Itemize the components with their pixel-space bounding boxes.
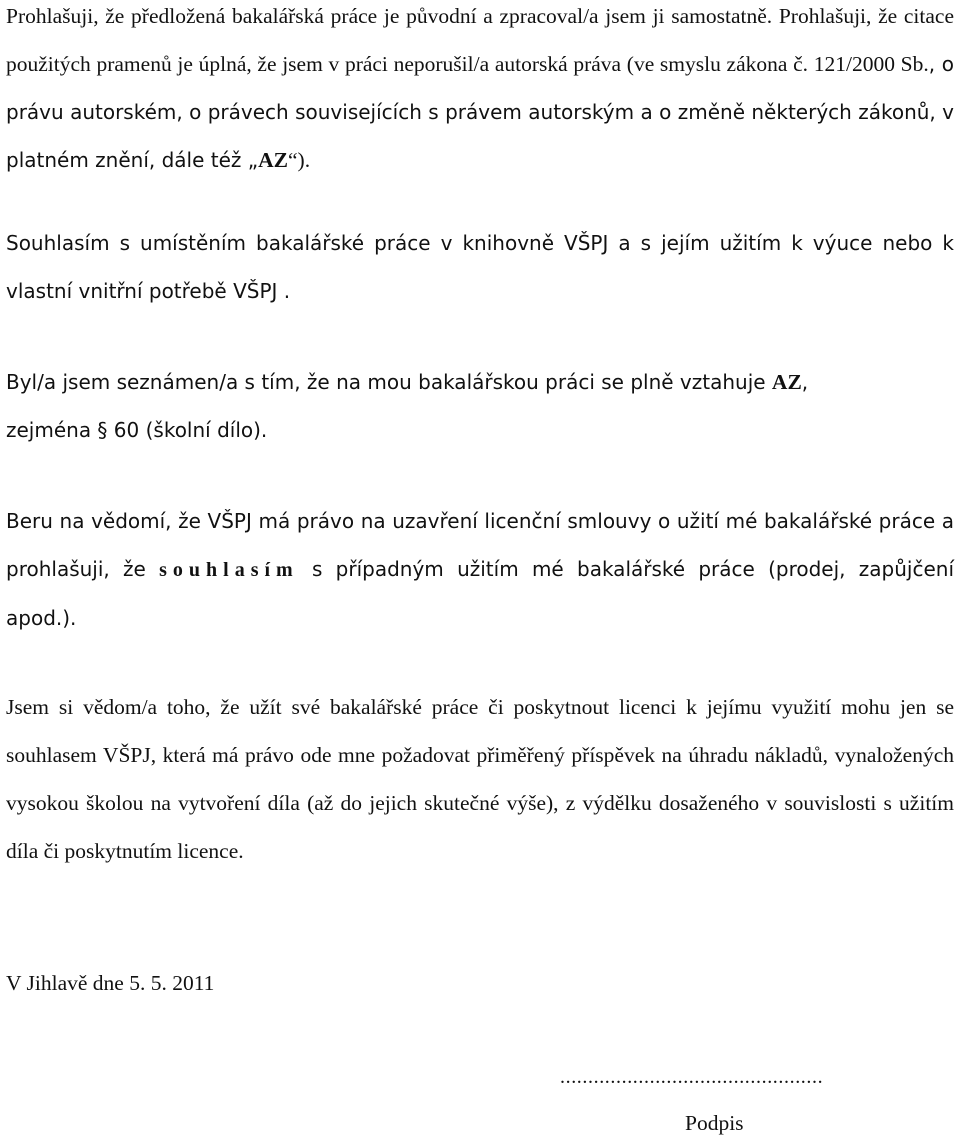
library-consent-paragraph: Souhlasím s umístěním bakalářské práce v knihovně VŠPJ a s jejím užitím k výuce nebo k vlastní vnitřní potřebě VŠPJ . — [6, 231, 954, 303]
school-work-section: zejména § 60 (školní dílo). — [6, 418, 268, 442]
az-abbreviation: AZ — [258, 148, 289, 172]
originality-paragraph — [6, 0, 954, 184]
originality-closing: “). — [288, 148, 311, 172]
licence-text-end: s případným užitím mé bakalářské práce (prodej, zapůjčení apod.). — [6, 557, 954, 630]
consent-emphasis: souhlasím — [159, 559, 299, 581]
copyright-act-text: , o právu autorském, o právech souvisejících s právem autorským a o změně některých zákonů, v platném znění, dále též „ — [6, 52, 955, 172]
az-abbreviation: AZ — [771, 370, 802, 394]
place-date: V Jihlavě dne 5. 5. 2011 — [6, 971, 215, 995]
school-work-text: Byl/a jsem seznámen/a s tím, že na mou bakalářskou práci se plně vztahuje — [6, 370, 772, 394]
school-work-paragraph — [6, 358, 954, 454]
usage-paragraph: Jsem si vědom/a toho, že užít své bakalářské práce či poskytnout licenci k jejímu využití mohu jen se souhlasem VŠPJ, která má právo ode mne požadovat přiměřený příspěvek na úhradu nákladů, vynaložených vysokou školou na vytvoření díla (až do jejich skutečné výše), z výdělku dosaženého v souvislosti s užitím díla či poskytnutím licence. — [6, 695, 954, 863]
licence-text: Beru na vědomí, že VŠPJ má právo na uzavření licenční smlouvy o užití mé bakalářské práce a prohlašuji, že — [6, 509, 954, 581]
signature-label: Podpis — [685, 1111, 744, 1135]
originality-text: Prohlašuji, že předložená bakalářská práce je původní a zpracoval/a jsem ji samostatně. Prohlašuji, že citace použitých pramenů je úplná, že jsem v práci neporušil/a autorská práva (ve smyslu zákona č. 121/2000 Sb. — [6, 4, 954, 76]
licence-paragraph — [6, 497, 954, 642]
signature-line: ............................................... — [560, 1066, 824, 1088]
school-work-comma: , — [801, 370, 809, 394]
